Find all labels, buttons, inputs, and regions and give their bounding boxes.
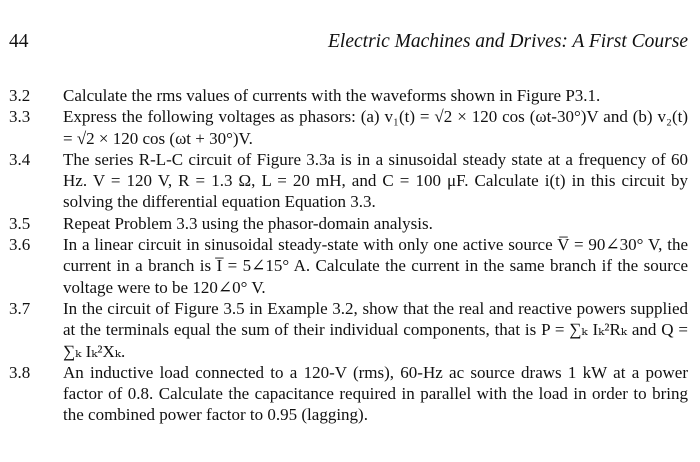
problem-text: Calculate the rms values of currents with the waveforms shown in Figure P3.1.	[63, 86, 601, 105]
problem-text: Express the following voltages as phasors: (a) v₁(t) = √2 × 120 cos (ωt-30°)V and (b) v₂(t) = √2 × 120 cos (ωt + 30°)V.	[63, 107, 688, 148]
problem-item	[9, 234, 688, 298]
problem-text: The series R-L-C circuit of Figure 3.3a is in a sinusoidal steady state at a frequency of 60 Hz. V = 120 V, R = 1.3 Ω, L = 20 mH, and C = 100 μF. Calculate i(t) in this circuit by solving the differential equation Equation 3.3.	[63, 149, 688, 212]
problem-list	[9, 85, 688, 426]
problem-item	[9, 85, 688, 106]
problem-item	[9, 213, 688, 234]
problem-number: 3.5	[9, 213, 31, 233]
page-number: 44	[9, 31, 29, 52]
problem-number: 3.7	[9, 298, 31, 318]
page-header	[9, 29, 688, 55]
book-title: Electric Machines and Drives: A First Course	[328, 31, 688, 52]
problem-text: In the circuit of Figure 3.5 in Example 3.2, show that the real and reactive powers supplied at the terminals equal the sum of their individual components, that is P = ∑ₖ Iₖ²Rₖ and Q = ∑ₖ Iₖ²Xₖ.	[63, 298, 688, 361]
problem-text: In a linear circuit in sinusoidal steady-state with only one active source V̅ = 90∠30° V, the current in a branch is I̅ = 5∠15° A. Calculate the current in the same branch if the source voltage were to be 120∠0° V.	[63, 235, 688, 297]
problem-text: Repeat Problem 3.3 using the phasor-domain analysis.	[63, 213, 433, 233]
problem-item	[9, 298, 688, 362]
problem-number: 3.6	[9, 235, 31, 255]
problem-number: 3.8	[9, 362, 31, 382]
problem-number: 3.4	[9, 149, 31, 169]
problem-number: 3.2	[9, 86, 31, 105]
problem-item	[9, 106, 688, 149]
problem-text: An inductive load connected to a 120-V (rms), 60-Hz ac source draws 1 kW at a power factor of 0.8. Calculate the capacitance required in parallel with the load in order to bring the combined power factor to 0.95 (lagging).	[63, 362, 688, 425]
problem-item	[9, 149, 688, 213]
problem-item	[9, 362, 688, 426]
problem-number: 3.3	[9, 107, 31, 127]
